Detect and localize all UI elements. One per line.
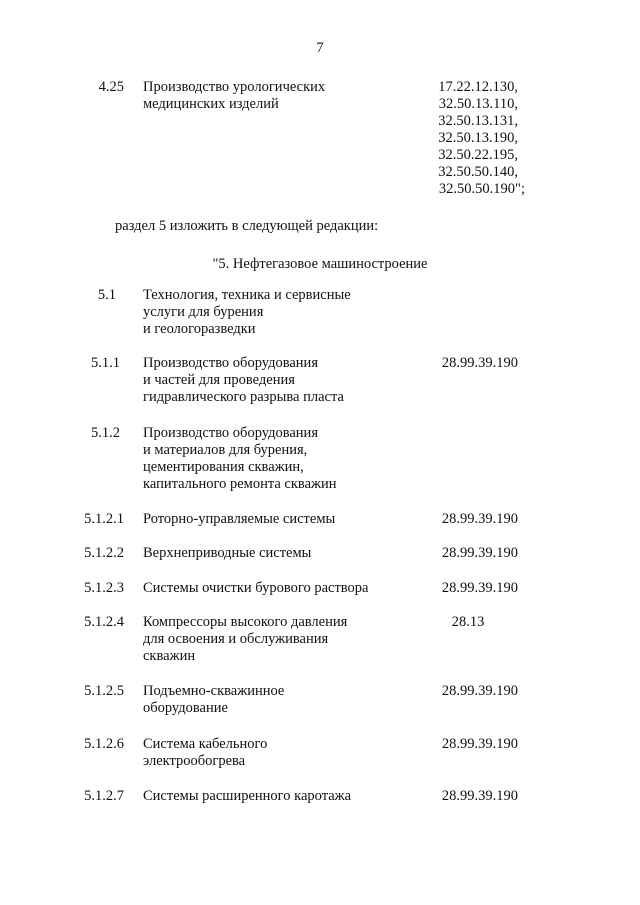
okpd-code: 28.13 xyxy=(451,614,485,630)
code-line: 32.50.13.110, xyxy=(438,96,518,112)
item-number: 4.25 xyxy=(98,79,124,95)
desc-line: Роторно-управляемые системы xyxy=(143,511,336,527)
desc-line: цементирования скважин, xyxy=(143,459,304,475)
desc-line: гидравлического разрыва пласта xyxy=(143,389,344,405)
instruction-text: раздел 5 изложить в следующей редакции: xyxy=(115,218,379,234)
desc-line: и частей для проведения xyxy=(143,372,295,388)
item-number: 5.1 xyxy=(97,287,116,303)
desc-line: Производство оборудования xyxy=(143,355,318,371)
page-number: 7 xyxy=(316,40,324,56)
okpd-code: 28.99.39.190 xyxy=(441,736,518,752)
desc-line: Подъемно-скважинное xyxy=(143,683,285,699)
desc-line: Системы очистки бурового раствора xyxy=(143,580,369,596)
okpd-code: 28.99.39.190 xyxy=(441,788,518,804)
item-number: 5.1.2.2 xyxy=(84,545,124,561)
desc-line: Верхнеприводные системы xyxy=(143,545,312,561)
okpd-code: 28.99.39.190 xyxy=(441,580,518,596)
item-description xyxy=(143,614,398,665)
desc-line: Производство урологических xyxy=(143,79,326,95)
item-description xyxy=(143,355,398,406)
item-number: 5.1.2.1 xyxy=(84,511,124,527)
okpd-code: 28.99.39.190 xyxy=(441,511,518,527)
desc-line: и материалов для бурения, xyxy=(143,442,308,458)
okpd-codes xyxy=(400,79,525,198)
desc-line: электрообогрева xyxy=(143,753,246,769)
code-line: 32.50.50.140, xyxy=(438,164,518,180)
code-line: 32.50.50.190"; xyxy=(438,181,525,197)
okpd-code: 28.99.39.190 xyxy=(441,683,518,699)
desc-line: Системы расширенного каротажа xyxy=(143,788,352,804)
item-description xyxy=(143,545,398,562)
item-description xyxy=(143,788,398,805)
desc-line: для освоения и обслуживания xyxy=(143,631,329,647)
desc-line: капитального ремонта скважин xyxy=(143,476,337,492)
item-description xyxy=(143,736,398,770)
item-number: 5.1.2.7 xyxy=(84,788,124,804)
desc-line: и геологоразведки xyxy=(143,321,256,337)
desc-line: Система кабельного xyxy=(143,736,268,752)
item-description xyxy=(143,79,398,113)
desc-line: Компрессоры высокого давления xyxy=(143,614,348,630)
item-number: 5.1.2 xyxy=(91,425,120,441)
desc-line: скважин xyxy=(143,648,196,664)
item-description xyxy=(143,425,398,493)
item-description xyxy=(143,683,398,717)
code-line: 32.50.22.195, xyxy=(438,147,518,163)
item-number: 5.1.2.4 xyxy=(84,614,124,630)
desc-line: оборудование xyxy=(143,700,228,716)
desc-line: Технология, техника и сервисные xyxy=(143,287,351,303)
okpd-code: 28.99.39.190 xyxy=(441,545,518,561)
item-number: 5.1.2.3 xyxy=(84,580,124,596)
code-line: 32.50.13.190, xyxy=(438,130,518,146)
code-line: 17.22.12.130, xyxy=(438,79,518,95)
item-number: 5.1.2.5 xyxy=(84,683,124,699)
desc-line: Производство оборудования xyxy=(143,425,318,441)
code-line: 32.50.13.131, xyxy=(438,113,518,129)
item-description xyxy=(143,511,398,528)
item-description xyxy=(143,580,398,597)
desc-line: медицинских изделий xyxy=(143,96,279,112)
item-number: 5.1.2.6 xyxy=(84,736,124,752)
okpd-code: 28.99.39.190 xyxy=(441,355,518,371)
item-description xyxy=(143,287,398,338)
desc-line: услуги для бурения xyxy=(143,304,264,320)
item-number: 5.1.1 xyxy=(91,355,120,371)
section-heading: "5. Нефтегазовое машиностроение xyxy=(212,256,428,272)
